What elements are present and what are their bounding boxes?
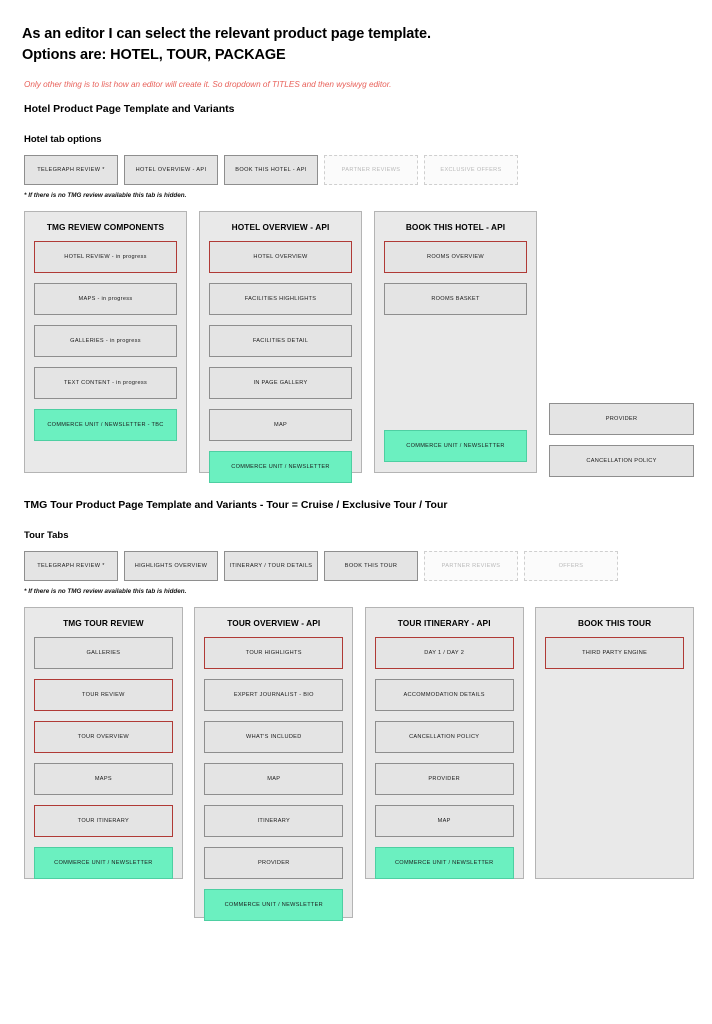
tab-partner-reviews[interactable]: PARTNER REVIEWS	[424, 551, 518, 581]
component-provider[interactable]: PROVIDER	[549, 403, 694, 435]
column-tour-itinerary-api	[365, 607, 524, 879]
component-commerce-unit-newsletter[interactable]: COMMERCE UNIT / NEWSLETTER	[384, 430, 527, 462]
component-tour-review[interactable]: TOUR REVIEW	[34, 679, 173, 711]
component-hotel-overview[interactable]: HOTEL OVERVIEW	[209, 241, 352, 273]
component-maps[interactable]: MAPS - in progress	[34, 283, 177, 315]
tour-tab-bar	[24, 551, 694, 581]
component-map[interactable]: MAP	[375, 805, 514, 837]
component-commerce-unit-newsletter[interactable]: COMMERCE UNIT / NEWSLETTER	[204, 889, 343, 921]
column-title: TMG REVIEW COMPONENTS	[46, 222, 165, 233]
tour-columns	[24, 607, 694, 918]
component-day-1-day-2[interactable]: DAY 1 / DAY 2	[375, 637, 514, 669]
component-expert-journalist-bio[interactable]: EXPERT JOURNALIST - BIO	[204, 679, 343, 711]
editor-note: Only other thing is to list how an editor will create it. So dropdown of TITLES and then wysiwyg editor.	[24, 80, 392, 90]
tab-book-this-tour[interactable]: BOOK THIS TOUR	[324, 551, 418, 581]
tour-section-title: TMG Tour Product Page Template and Variants - Tour = Cruise / Exclusive Tour / Tour	[24, 499, 448, 512]
component-provider[interactable]: PROVIDER	[204, 847, 343, 879]
column-hotel-extras	[549, 211, 694, 477]
column-tour-overview-api	[194, 607, 353, 918]
component-galleries[interactable]: GALLERIES - in progress	[34, 325, 177, 357]
component-rooms-overview[interactable]: ROOMS OVERVIEW	[384, 241, 527, 273]
spacer	[384, 325, 527, 430]
tour-footnote: * If there is no TMG review available this tab is hidden.	[24, 588, 187, 596]
column-title: BOOK THIS HOTEL - API	[405, 222, 506, 233]
column-tmg-tour-review	[24, 607, 183, 879]
tab-telegraph-review[interactable]: TELEGRAPH REVIEW *	[24, 155, 118, 185]
hotel-tabs-heading: Hotel tab options	[24, 134, 102, 146]
column-title: TOUR OVERVIEW - API	[227, 618, 321, 629]
tab-telegraph-review[interactable]: TELEGRAPH REVIEW *	[24, 551, 118, 581]
hotel-tab-bar	[24, 155, 694, 185]
component-tour-itinerary[interactable]: TOUR ITINERARY	[34, 805, 173, 837]
page-title-line-2: Options are: HOTEL, TOUR, PACKAGE	[22, 47, 286, 64]
column-tmg-review-components	[24, 211, 187, 473]
column-hotel-overview-api	[199, 211, 362, 473]
hotel-columns	[24, 211, 694, 477]
component-map[interactable]: MAP	[209, 409, 352, 441]
component-cancellation-policy[interactable]: CANCELLATION POLICY	[549, 445, 694, 477]
column-title: TOUR ITINERARY - API	[397, 618, 491, 629]
tour-section	[18, 499, 694, 918]
component-itinerary[interactable]: ITINERARY	[204, 805, 343, 837]
component-accommodation-details[interactable]: ACCOMMODATION DETAILS	[375, 679, 514, 711]
component-galleries[interactable]: GALLERIES	[34, 637, 173, 669]
column-title: TMG TOUR REVIEW	[63, 618, 144, 629]
page-title	[22, 24, 694, 66]
component-facilities-highlights[interactable]: FACILITIES HIGHLIGHTS	[209, 283, 352, 315]
tab-partner-reviews[interactable]: PARTNER REVIEWS	[324, 155, 418, 185]
column-title: HOTEL OVERVIEW - API	[231, 222, 330, 233]
component-rooms-basket[interactable]: ROOMS BASKET	[384, 283, 527, 315]
page-title-line-1: As an editor I can select the relevant product page template.	[22, 26, 431, 42]
component-maps[interactable]: MAPS	[34, 763, 173, 795]
tab-offers[interactable]: OFFERS	[524, 551, 618, 581]
component-commerce-unit-newsletter-tbc[interactable]: COMMERCE UNIT / NEWSLETTER - TBC	[34, 409, 177, 441]
component-tour-overview[interactable]: TOUR OVERVIEW	[34, 721, 173, 753]
component-commerce-unit-newsletter[interactable]: COMMERCE UNIT / NEWSLETTER	[209, 451, 352, 483]
component-commerce-unit-newsletter[interactable]: COMMERCE UNIT / NEWSLETTER	[34, 847, 173, 879]
column-title: BOOK THIS TOUR	[578, 618, 652, 629]
component-cancellation-policy[interactable]: CANCELLATION POLICY	[375, 721, 514, 753]
tab-book-this-hotel[interactable]: BOOK THIS HOTEL - API	[224, 155, 318, 185]
component-tour-highlights[interactable]: TOUR HIGHLIGHTS	[204, 637, 343, 669]
component-provider[interactable]: PROVIDER	[375, 763, 514, 795]
component-in-page-gallery[interactable]: IN PAGE GALLERY	[209, 367, 352, 399]
column-book-this-tour	[535, 607, 694, 879]
component-commerce-unit-newsletter[interactable]: COMMERCE UNIT / NEWSLETTER	[375, 847, 514, 879]
component-third-party-engine[interactable]: THIRD PARTY ENGINE	[545, 637, 684, 669]
hotel-section-title: Hotel Product Page Template and Variants	[24, 103, 235, 116]
component-hotel-review[interactable]: HOTEL REVIEW - in progress	[34, 241, 177, 273]
tab-itinerary-tour-details[interactable]: ITINERARY / TOUR DETAILS	[224, 551, 318, 581]
component-text-content[interactable]: TEXT CONTENT - in progress	[34, 367, 177, 399]
tour-tabs-heading: Tour Tabs	[24, 530, 69, 542]
tab-highlights-overview[interactable]: HIGHLIGHTS OVERVIEW	[124, 551, 218, 581]
component-map[interactable]: MAP	[204, 763, 343, 795]
column-book-this-hotel-api	[374, 211, 537, 473]
component-facilities-detail[interactable]: FACILITIES DETAIL	[209, 325, 352, 357]
tab-exclusive-offers[interactable]: EXCLUSIVE OFFERS	[424, 155, 518, 185]
hotel-footnote: * If there is no TMG review available this tab is hidden.	[24, 192, 187, 200]
tab-hotel-overview[interactable]: HOTEL OVERVIEW - API	[124, 155, 218, 185]
component-whats-included[interactable]: WHAT'S INCLUDED	[204, 721, 343, 753]
